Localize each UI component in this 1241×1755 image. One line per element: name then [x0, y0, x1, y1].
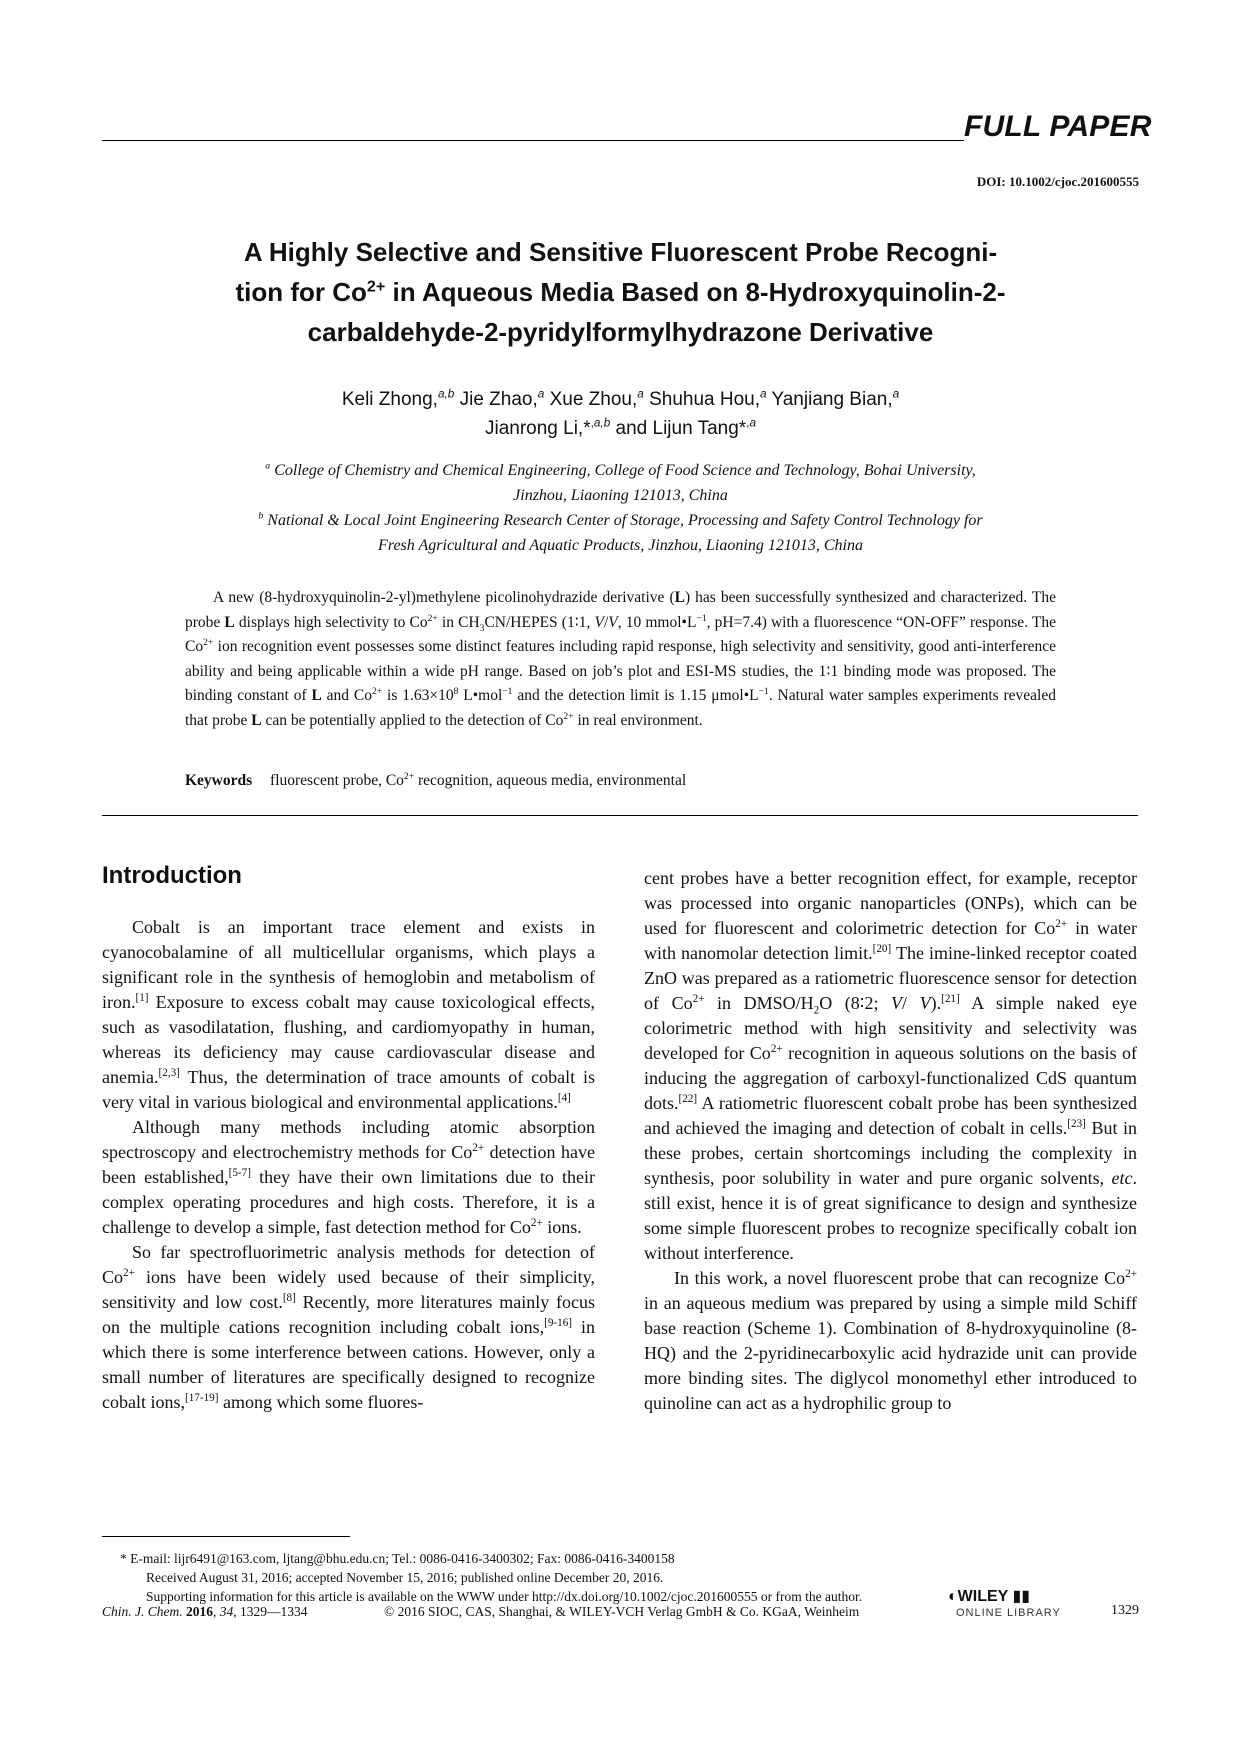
- intro-paragraph-1: Cobalt is an important trace element and exists in cyanocobalamine of all multicellular organisms, which plays a significant role in the synthesis of hemoglobin and metabolism of iron.[1] Exposure to excess cobalt may cause toxicological effects, such as vasodilatation, flushing, and cardiomyopathy in human, whereas its deficiency may cause cardiovascular disease and anemia.[2,3] Thus, the determination of trace amounts of cobalt is very vital in various biological and environmental applications.[4]: [102, 917, 595, 1112]
- author-list: Keli Zhong,$^{a,b}$ Jie Zhao,$^a$ Xue Zhou,$^a$ Shuhua Hou,$^a$ Yanjiang Bian,$^a$ Jianrong Li,*$^{,a,b}$ and Lijun Tang*$^{,a}$: [341, 387, 900, 439]
- journal-citation: Chin. J. Chem. 2016, 34, 1329—1334: [102, 1604, 308, 1619]
- article-type-label: FULL PAPER: [964, 110, 1152, 143]
- keywords-text: fluorescent probe, $Co^{2+}$ recognition, aqueous media, environmental: [270, 770, 687, 789]
- section-heading-introduction: Introduction: [102, 862, 242, 889]
- wiley-book-icon: ▮▮: [1008, 1588, 1031, 1605]
- paper-title: A Highly Selective and Sensitive Fluorescent Probe Recogni- tion for $Co^{2+}$ in Aqueous Media Based on 8-Hydroxyquinolin-2- carbaldehyde-2-pyridylformylhydrazone Derivative: [235, 237, 1006, 347]
- intro-paragraph-3: So far spectrofluorimetric analysis methods for detection of $Co^{2+}$ ions have been widely used because of their simplicity, sensitivity and low cost.[8] Recently, more literatures mainly focus on the multiple cations recognition including cobalt ions,[9-16] in which there is some interference between cations. However, only a small number of literatures are specifically designed to recognize cobalt ions,[17-19] among which some fluores-: [102, 1242, 595, 1412]
- footnote-dates: Received August 31, 2016; accepted November 15, 2016; published online December 20, 2016.: [146, 1570, 664, 1585]
- keywords: [185, 772, 1056, 790]
- intro-paragraph-3-continued: cent probes have a better recognition effect, for example, receptor was processed into organic nanoparticles (ONPs), which can be used for fluorescent and colorimetric detection for $Co^{2+}$ in water with nanomolar detection limit.[20] The imine-linked receptor coated ZnO was prepared as a ratiometric fluorescence sensor for detection of $Co^{2+}$ in DMSO/$H_2O$ (8∶2; V/ V).[21] A simple naked eye colorimetric method with high sensitivity and selectivity was developed for $Co^{2+}$ recognition in aqueous solutions on the basis of inducing the aggregation of carboxyl-functionalized CdS quantum dots.[22] A ratiometric fluorescent cobalt probe has been synthesized and achieved the imaging and detection of cobalt in cells.[23] But in these probes, certain shortcomings including the complexity in synthesis, poor solubility in water and pure organic solvents, etc. still exist, hence it is of great significance to design and synthesize some simple fluorescent probes to recognize specifically cobalt ion without interference.: [644, 868, 1138, 1263]
- keywords-label: Keywords: [185, 772, 253, 789]
- header-rule: [102, 140, 964, 141]
- copyright-notice: © 2016 SIOC, CAS, Shanghai, & WILEY-VCH Verlag GmbH & Co. KGaA, Weinheim: [384, 1604, 860, 1619]
- doi[interactable]: DOI: 10.1002/cjoc.201600555: [976, 174, 1139, 189]
- column-left: [102, 915, 595, 1415]
- page-number: 1329: [1111, 1603, 1139, 1618]
- wiley-mark-icon: ◐: [948, 1588, 958, 1605]
- intro-paragraph-2: Although many methods including atomic absorption spectroscopy and electrochemistry methods for $Co^{2+}$ detection have been established,[5-7] they have their own limitations due to their complex operating procedures and high costs. Therefore, it is a challenge to develop a simple, fast detection method for $Co^{2+}$ ions.: [102, 1117, 595, 1237]
- affiliations: $^a$ College of Chemistry and Chemical Engineering, College of Food Science and Technology, Bohai University, Jinzhou, Liaoning 121013, China $^b$ National & Local Joint Engineering Research Center of Storage, Processing and Safety Control Technology for Fresh Agricultural and Aquatic Products, Jinzhou, Liaoning 121013, China: [258, 460, 983, 554]
- abstract: A new (8-hydroxyquinolin-2-yl)methylene picolinohydrazide derivative (L) has been successfully synthesized and characterized. The probe L displays high selectivity to $Co^{2+}$ in $CH_3CN$/HEPES (1∶1, V/V, 10 $mmol•L^{-1}$, pH=7.4) with a fluorescence “ON-OFF” response. The $Co^{2+}$ ion recognition event possesses some distinct features including rapid response, high selectivity and sensitivity, good anti-interference ability and being applicable within a wide pH range. Based on job’s plot and ESI-MS studies, the 1∶1 binding mode was proposed. The binding constant of L and $Co^{2+}$ is $1.63\times 10^8$ L•mol$^{-1}$ and the detection limit is 1.15 $\mu mol•L^{-1}$. Natural water samples experiments revealed that probe L can be potentially applied to the detection of $Co^{2+}$ in real environment.: [185, 589, 1057, 729]
- intro-paragraph-4: In this work, a novel fluorescent probe that can recognize $Co^{2+}$ in an aqueous medium was prepared by using a simple mild Schiff base reaction (Scheme 1). Combination of 8-hydroxyquinoline (8-HQ) and the 2-pyridinecarboxylic acid hydrazide unit can provide more binding sites. The diglycol monomethyl ether introduced to quinoline can act as a hydrophilic group to: [644, 1268, 1137, 1413]
- wiley-logo: [948, 1589, 1030, 1605]
- footnote-rule: [102, 1536, 350, 1537]
- footnote-supporting-info: Supporting information for this article is available on the WWW under http://dx.doi.org/10.1002/cjoc.201600555 or from the author.: [146, 1589, 863, 1604]
- footnote-contact: * E-mail: lijr6491@163.com, ljtang@bhu.edu.cn; Tel.: 0086-0416-3400302; Fax: 0086-0416-3400158: [120, 1551, 675, 1566]
- online-library-label: ONLINE LIBRARY: [956, 1607, 1061, 1619]
- publisher-name: WILEY: [957, 1588, 1009, 1605]
- abstract-rule: [102, 815, 1138, 816]
- column-right: [644, 866, 1137, 1416]
